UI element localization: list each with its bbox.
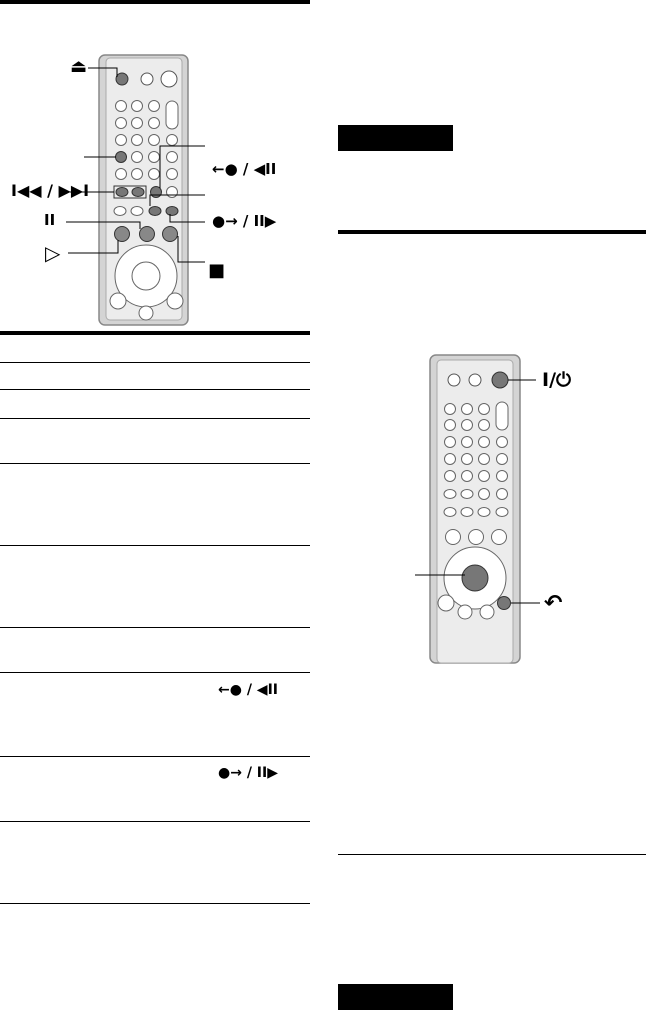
stop-icon: ■ — [208, 260, 226, 281]
step-back-icon: ←● / ◀II — [218, 682, 278, 698]
play-icon: ▷ — [45, 241, 61, 265]
note-label-box — [338, 984, 453, 1010]
step-forward-icon: ●→ / II▶ — [212, 212, 277, 230]
eject-icon: ⏏ — [70, 56, 88, 77]
return-icon: ↶ — [544, 591, 563, 616]
power-icon: I/⏻ — [542, 369, 572, 391]
pause-icon: II — [44, 211, 56, 229]
step-back-icon: ←● / ◀II — [212, 160, 277, 178]
skip-icon: I◀◀ / ▶▶I — [11, 181, 90, 200]
right-subsection-rule — [338, 854, 646, 855]
step-forward-icon: ●→ / II▶ — [218, 765, 278, 781]
